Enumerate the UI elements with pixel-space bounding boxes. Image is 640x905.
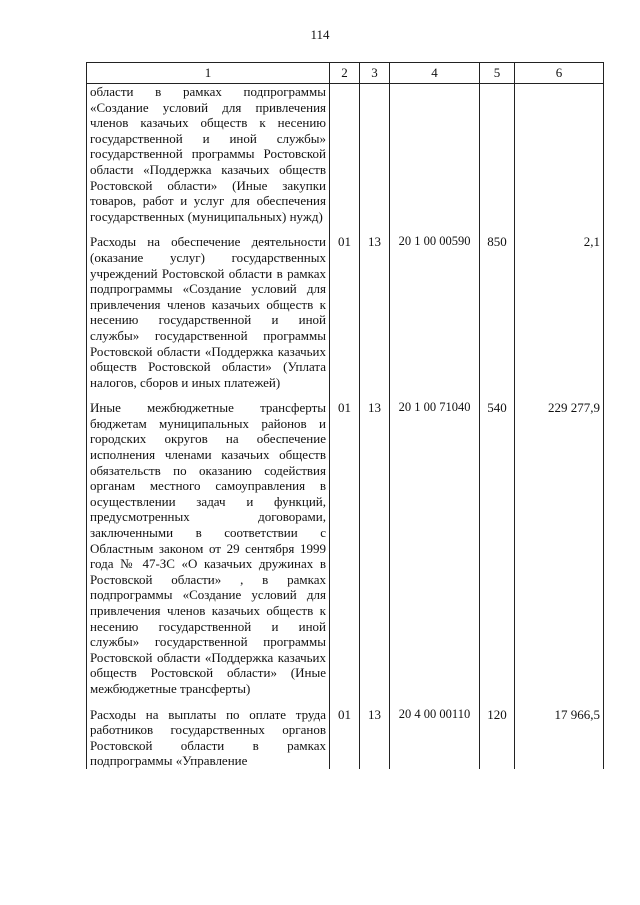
budget-table: [86, 62, 604, 769]
header-col-6: 6: [515, 63, 604, 84]
table-header: [87, 63, 604, 84]
row-expense-type: 540: [480, 390, 515, 696]
row-section: 01: [330, 224, 360, 390]
row-target-article: 20 1 00 71040: [390, 390, 480, 696]
row-target-article: 20 1 00 00590: [390, 224, 480, 390]
row-amount: 2,1: [515, 224, 604, 390]
header-col-3: 3: [360, 63, 390, 84]
row-expense-type: 120: [480, 697, 515, 769]
table-row: [87, 697, 604, 769]
row-amount: [515, 84, 604, 225]
row-section: [330, 84, 360, 225]
header-col-5: 5: [480, 63, 515, 84]
table-row: [87, 390, 604, 696]
header-row: [87, 63, 604, 84]
row-target-article: [390, 84, 480, 225]
header-col-4: 4: [390, 63, 480, 84]
row-subsection: 13: [360, 697, 390, 769]
row-expense-type: 850: [480, 224, 515, 390]
table-row: [87, 84, 604, 225]
row-subsection: [360, 84, 390, 225]
row-section: 01: [330, 697, 360, 769]
row-expense-type: [480, 84, 515, 225]
row-amount: 17 966,5: [515, 697, 604, 769]
row-amount: 229 277,9: [515, 390, 604, 696]
header-col-1: 1: [87, 63, 330, 84]
row-subsection: 13: [360, 224, 390, 390]
row-description: Расходы на обеспечение деятельности (оказание услуг) государственных учреждений Ростовской области в рамках подпрограммы «Создание условий для привлечения членов казачьих обществ к несению государственной и иной службы» государственной программы Ростовской области «Поддержка казачьих обществ Ростовской области» (Уплата налогов, сборов и иных платежей): [87, 224, 330, 390]
page-number: 114: [310, 27, 330, 42]
row-subsection: 13: [360, 390, 390, 696]
row-description: Иные межбюджетные трансферты бюджетам муниципальных районов и городских округов на обеспечение исполнения членами казачьих обществ обязательств по оказанию содействия органам местного самоуправления в осуществлении задач и функций, предусмотренных договорами, заключенными в соответствии с Областным законом от 29 сентября 1999 года № 47-ЗС «О казачьих дружинах в Ростовской области» , в рамках подпрограммы «Создание условий для привлечения членов казачьих обществ к несению государственной и иной службы» государственной программы Ростовской области «Поддержка казачьих обществ Ростовской области» (Иные межбюджетные трансферты): [87, 390, 330, 696]
row-target-article: 20 4 00 00110: [390, 697, 480, 769]
row-description: области в рамках подпрограммы «Создание условий для привлечения членов казачьих обществ к несению государственной и иной службы» государственной программы Ростовской области «Поддержка казачьих обществ Ростовской области» (Иные закупки товаров, работ и услуг для обеспечения государственных (муниципальных) нужд): [87, 84, 330, 225]
table-row: [87, 224, 604, 390]
row-section: 01: [330, 390, 360, 696]
row-description: Расходы на выплаты по оплате труда работников государственных органов Ростовской области в рамках подпрограммы «Управление: [87, 697, 330, 769]
header-col-2: 2: [330, 63, 360, 84]
table-body: [87, 84, 604, 769]
